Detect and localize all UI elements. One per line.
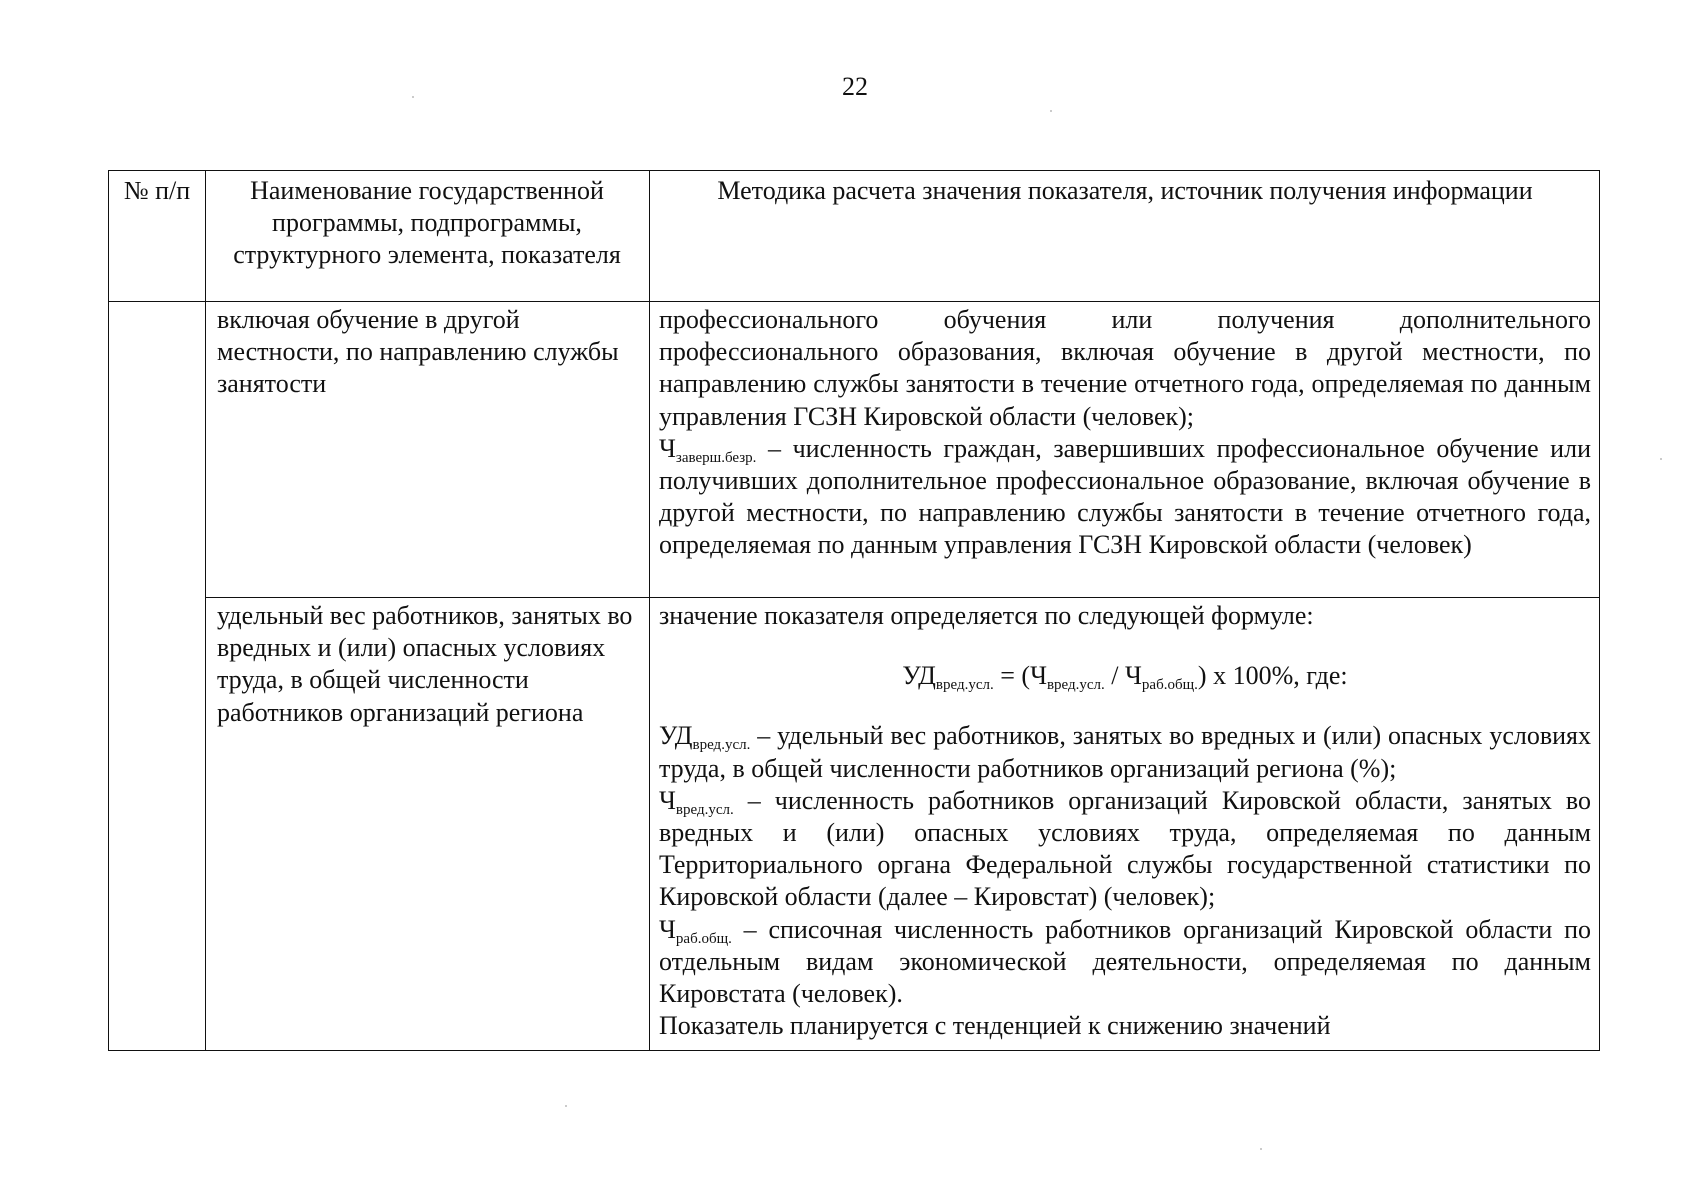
trend-note: Показатель планируется с тенденцией к снижению значений	[659, 1011, 1331, 1041]
definition-ch-vred	[659, 785, 1591, 914]
column-divider	[205, 171, 206, 1050]
variable-text: – удельный вес работников, занятых во вредных и (или) опасных условиях труда, в общей численности работников организаций региона (%);	[659, 721, 1591, 783]
definition-ch-rab	[659, 914, 1591, 1011]
formula	[659, 660, 1591, 692]
formula-lhs: УД	[902, 661, 936, 691]
page-number: 22	[842, 72, 868, 101]
row2-indicator-name: удельный вес работников, занятых во вредных и (или) опасных условиях труда, в общей численности работников организаций региона	[217, 601, 633, 727]
formula-slash: / Ч	[1104, 661, 1142, 691]
variable-text: – численность работников организаций Кировской области, занятых во вредных и (или) опасных условиях труда, определяемая по данным Территориального органа Федеральной службы государственной статистики по Кировской области (далее – Кировстат) (человек);	[659, 785, 1591, 912]
formula-num-sub: вред.усл.	[1046, 677, 1105, 694]
row1-variable-definition	[659, 433, 1591, 562]
formula-lhs-sub: вред.усл.	[935, 677, 994, 694]
variable-symbol: Ч	[659, 433, 676, 463]
definition-ud	[659, 720, 1591, 784]
variable-symbol: УД	[659, 721, 693, 751]
scan-speck	[1660, 458, 1662, 460]
scan-speck	[1260, 1148, 1262, 1150]
row1-indicator-name: включая обучение в другой местности, по направлению службы занятости	[217, 305, 619, 399]
formula-tail: ) x 100%, где:	[1197, 661, 1348, 691]
formula-eq: = (Ч	[993, 661, 1047, 691]
row2-intro: значение показателя определяется по следующей формуле:	[659, 601, 1314, 630]
row-divider	[205, 597, 1599, 598]
variable-symbol: Ч	[659, 914, 676, 944]
variable-subscript: раб.общ.	[675, 930, 732, 947]
row1-method-description	[659, 304, 1591, 562]
scan-speck	[565, 1105, 567, 1107]
header-method: Методика расчета значения показателя, источник получения информации	[717, 176, 1533, 205]
row2-method-description	[659, 600, 1591, 1042]
row1-desc-rest: профессионального образования, включая обучение в другой местности, по направлению службы занятости в течение отчетного года, определяемая по данным управления ГСЗН Кировской области (человек);	[659, 337, 1591, 431]
variable-subscript: вред.усл.	[692, 737, 751, 754]
variable-subscript: заверш.безр.	[675, 449, 757, 466]
column-divider	[649, 171, 650, 1050]
variable-symbol: Ч	[659, 785, 676, 815]
row1-desc-first-line: профессионального обучения или получения дополнительного	[659, 305, 1591, 334]
variable-text: – списочная численность работников организаций Кировской области по отдельным видам экономической деятельности, определяемая по данным Кировстата (человек).	[659, 914, 1591, 1009]
scan-speck	[412, 96, 414, 98]
header-divider	[109, 301, 1599, 302]
indicator-table	[108, 170, 1600, 1051]
variable-subscript: вред.усл.	[675, 801, 734, 818]
formula-den-sub: раб.общ.	[1141, 677, 1198, 694]
header-num: № п/п	[123, 176, 191, 205]
variable-text: – численность граждан, завершивших профессиональное обучение или получивших дополнительное профессиональное образование, включая обучение в другой местности, по направлению службы занятости в течение отчетного года, определяемая по данным управления ГСЗН Кировской области (человек)	[659, 433, 1591, 560]
scan-speck	[1050, 110, 1052, 112]
header-name: Наименование государственной программы, подпрограммы, структурного элемента, показателя	[233, 176, 621, 270]
